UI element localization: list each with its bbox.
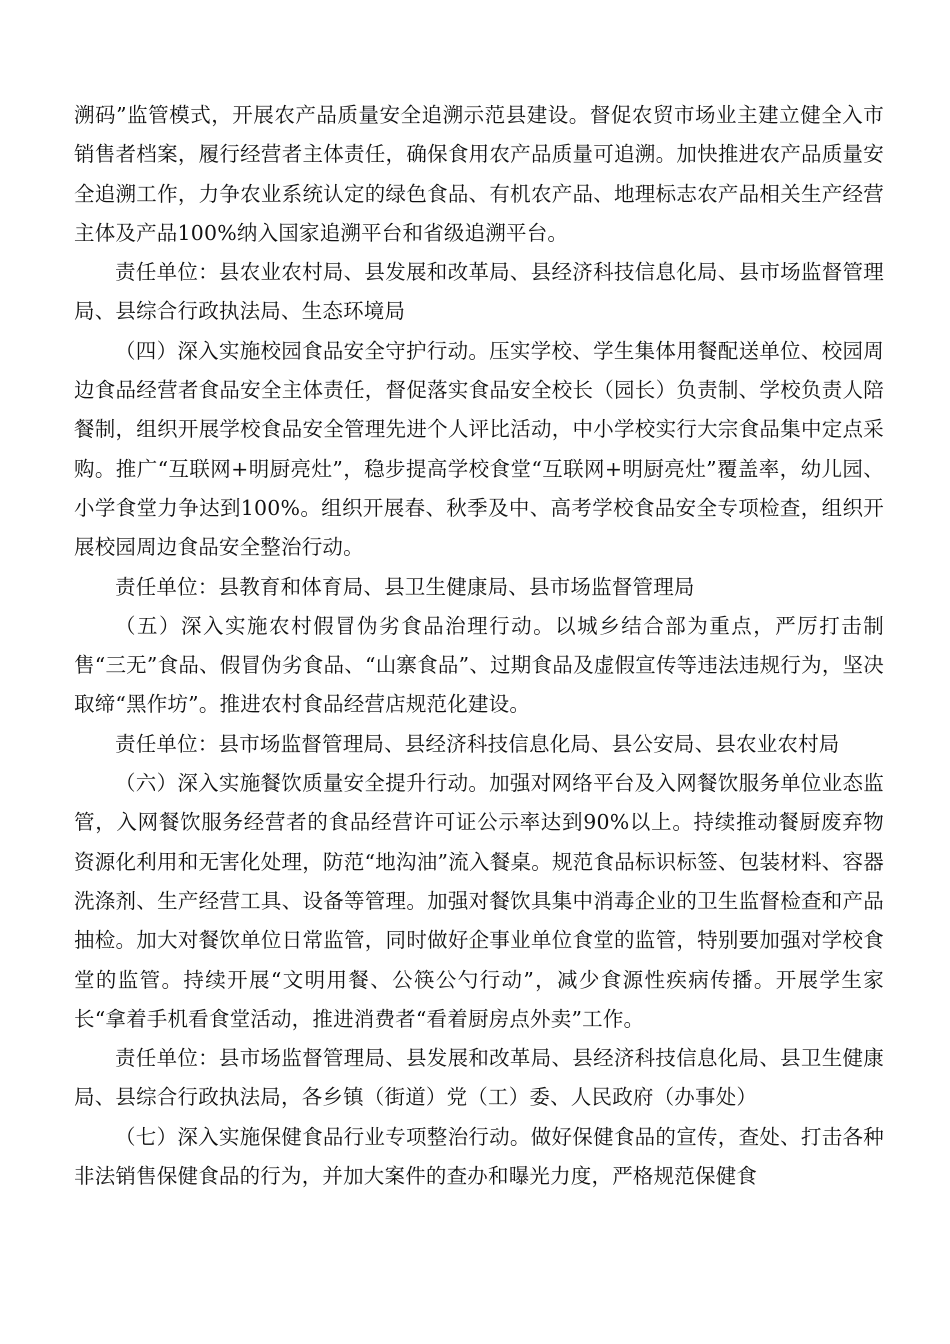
paragraph-traceability-continued: 溯码”监管模式，开展农产品质量安全追溯示范县建设。督促农贸市场业主建立健全入市销售者档案，履行经营者主体责任，确保食用农产品质量可追溯。加快推进农产品质量安全追溯工作，力争农业系统认定的绿色食品、有机农产品、地理标志农产品相关生产经营主体及产品100%纳入国家追溯平台和省级追溯平台。 — [74, 103, 884, 245]
paragraph-responsible-units-rural: 责任单位：县市场监督管理局、县经济科技信息化局、县公安局、县农业农村局 — [115, 731, 840, 756]
paragraph-item-6-catering-quality: （六）深入实施餐饮质量安全提升行动。加强对网络平台及入网餐饮服务单位业态监管，入网餐饮服务经营者的食品经营许可证公示率达到90%以上。持续推动餐厨废弃物资源化利用和无害化处理，防范“地沟油”流入餐桌。规范食品标识标签、包装材料、容器洗涤剂、生产经营工具、设备等管理。加强对餐饮具集中消毒企业的卫生监督检查和产品抽检。加大对餐饮单位日常监管，同时做好企事业单位食堂的监管，特别要加强对学校食堂的监管。持续开展“文明用餐、公筷公勺行动”，减少食源性疾病传播。开展学生家长“拿着手机看食堂活动，推进消费者“看着厨房点外卖”工作。 — [74, 771, 884, 1031]
paragraph-item-5-rural-counterfeit-food: （五）深入实施农村假冒伪劣食品治理行动。以城乡结合部为重点，严厉打击制售“三无”食品、假冒伪劣食品、“山寨食品”、过期食品及虚假宣传等违法违规行为，坚决取缔“黑作坊”。推进农村食品经营店规范化建设。 — [74, 613, 884, 717]
paragraph-responsible-units-campus: 责任单位：县教育和体育局、县卫生健康局、县市场监督管理局 — [115, 574, 695, 599]
paragraph-responsible-units-traceability: 责任单位：县农业农村局、县发展和改革局、县经济科技信息化局、县市场监督管理局、县综合行政执法局、生态环境局 — [74, 260, 884, 324]
paragraph-responsible-units-catering: 责任单位：县市场监督管理局、县发展和改革局、县经济科技信息化局、县卫生健康局、县综合行政执法局，各乡镇（街道）党（工）委、人民政府（办事处） — [74, 1046, 884, 1110]
document-page — [74, 96, 884, 1196]
paragraph-item-4-campus-food-safety: （四）深入实施校园食品安全守护行动。压实学校、学生集体用餐配送单位、校园周边食品经营者食品安全主体责任，督促落实食品安全校长（园长）负责制、学校负责人陪餐制，组织开展学校食品安全管理先进个人评比活动，中小学校实行大宗食品集中定点采购。推广“互联网+明厨亮灶”，稳步提高学校食堂“互联网+明厨亮灶”覆盖率，幼儿园、小学食堂力争达到100%。组织开展春、秋季及中、高考学校食品安全专项检查，组织开展校园周边食品安全整治行动。 — [74, 338, 884, 560]
paragraph-item-7-health-food-rectification: （七）深入实施保健食品行业专项整治行动。做好保健食品的宣传，查处、打击各种非法销售保健食品的行为，并加大案件的查办和曝光力度，严格规范保健食 — [74, 1124, 884, 1189]
